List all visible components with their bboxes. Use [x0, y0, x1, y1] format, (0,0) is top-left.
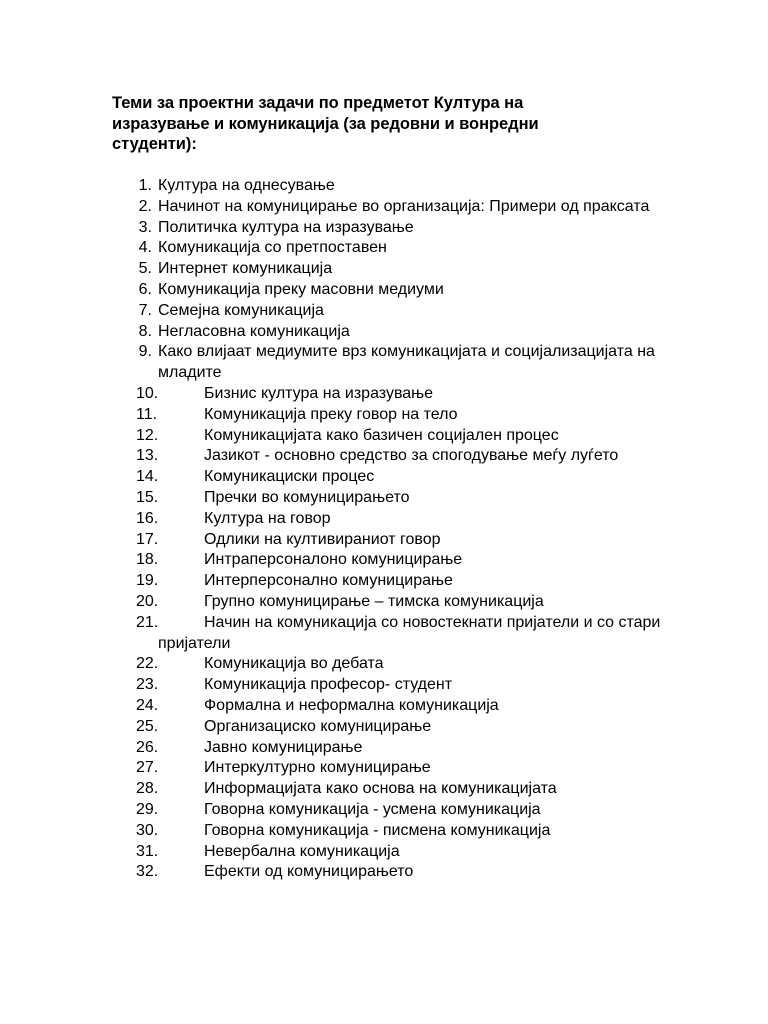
topic-item [0, 218, 668, 239]
topic-text: Политичка култура на изразување [158, 218, 414, 236]
topic-text: Комуникациски процес [204, 468, 375, 486]
topic-text: Семејна комуникација [158, 301, 324, 319]
topic-item [0, 197, 668, 218]
topic-text: Информацијата како основа на комуникацијата [204, 780, 557, 798]
topic-item [0, 405, 668, 426]
topic-text: Начинот на комуницирање во организација: Примери од праксата [158, 197, 650, 215]
topic-number: 16. [136, 509, 159, 527]
topic-number: 2. [138, 197, 152, 215]
topic-item [0, 675, 668, 696]
topic-number: 29. [136, 800, 159, 818]
topic-number: 11. [136, 405, 158, 423]
topic-number: 20. [136, 592, 159, 610]
topic-text: Комуникација преку говор на тело [204, 405, 458, 423]
topic-text: Како влијаат медиумите врз комуникацијата и социјализацијата на младите [158, 343, 655, 382]
topic-item [0, 821, 668, 842]
topic-item [0, 322, 668, 343]
topic-item [0, 696, 668, 717]
topic-item [0, 613, 668, 655]
topic-number: 14. [136, 468, 159, 486]
topic-item [0, 654, 668, 675]
topic-number: 15. [136, 488, 159, 506]
topic-number: 21. [136, 613, 159, 631]
topic-number: 27. [136, 759, 159, 777]
topic-number: 32. [136, 863, 159, 881]
topic-text: Комуникација преку масовни медиуми [158, 280, 444, 298]
topic-number: 1. [138, 177, 152, 194]
topic-item [0, 530, 668, 551]
topic-text: Негласовна комуникација [158, 322, 350, 340]
topic-item [0, 176, 668, 197]
topic-item [0, 738, 668, 759]
topic-item [0, 238, 668, 259]
topic-text: Комуникација во дебата [204, 655, 384, 673]
topic-number: 22. [136, 655, 159, 673]
topic-number: 18. [136, 551, 159, 569]
topic-number: 28. [136, 780, 159, 798]
topic-item [0, 592, 668, 613]
topic-text: Бизнис култура на изразување [204, 384, 434, 402]
topic-item [0, 384, 668, 405]
topic-item [0, 862, 668, 883]
topic-item [0, 758, 668, 779]
topic-item [0, 550, 668, 571]
topic-text: Формална и неформална комуникација [204, 696, 499, 714]
topic-item [0, 717, 668, 738]
topic-text: Говорна комуникација - усмена комуникација [204, 800, 541, 818]
topic-item [0, 571, 668, 592]
topic-number: 7. [138, 301, 152, 319]
topic-text: Комуникација професор- студент [204, 676, 453, 694]
topic-text: Интеркултурно комуницирање [204, 759, 431, 777]
topic-item [0, 509, 668, 530]
topic-text: Јавно комуницирање [204, 738, 363, 756]
topic-item [0, 342, 668, 384]
topic-text: Интерперсонално комуницирање [204, 572, 453, 590]
topic-number: 4. [138, 239, 152, 257]
topic-item [0, 426, 668, 447]
topic-text: Интернет комуникација [158, 260, 333, 278]
topic-number: 23. [136, 676, 159, 694]
topic-number: 5. [138, 260, 152, 278]
topic-item [0, 259, 668, 280]
topic-text: Начин на комуникација со новостекнати пријатели и со стари пријатели [158, 613, 661, 652]
topic-number: 9. [138, 343, 152, 361]
topic-text: Организациско комуницирање [204, 717, 432, 735]
topic-text: Јазикот - основно средство за спогодување меѓу луѓето [204, 447, 619, 465]
document-heading: Теми за проектни задачи по предметот Култура на изразување и комуникација (за редовни и вонредни студенти): [112, 94, 539, 153]
topic-text: Одлики на култивираниот говор [204, 530, 441, 548]
topic-number: 25. [136, 717, 159, 735]
topic-text: Комуникацијата како базичен социјален процес [204, 426, 559, 444]
topic-text: Групно комуницирање – тимска комуникација [204, 592, 544, 610]
topic-number: 10. [136, 384, 159, 402]
topic-number: 6. [138, 280, 152, 298]
topic-text: Комуникација со претпоставен [158, 239, 387, 257]
topic-item [0, 280, 668, 301]
topic-item [0, 779, 668, 800]
topic-item [0, 800, 668, 821]
topic-text: Невербална комуникација [204, 842, 400, 860]
topic-number: 31. [136, 842, 159, 860]
topic-number: 19. [136, 572, 159, 590]
topic-text: Говорна комуникација - писмена комуникација [204, 821, 551, 839]
topic-item [0, 467, 668, 488]
topic-text: Култура на однесување [158, 177, 335, 194]
topic-text: Ефекти од комуницирањето [204, 863, 414, 881]
topic-number: 26. [136, 738, 159, 756]
topic-number: 3. [138, 218, 152, 236]
topic-number: 17. [136, 530, 159, 548]
topic-text: Пречки во комуницирањето [204, 488, 410, 506]
topic-item [0, 446, 668, 467]
topic-number: 12. [136, 426, 159, 444]
topic-item [0, 842, 668, 863]
topic-number: 30. [136, 821, 159, 839]
topic-item [0, 301, 668, 322]
topic-item [0, 488, 668, 509]
topic-text: Култура на говор [204, 509, 331, 527]
topic-number: 8. [138, 322, 152, 340]
topic-number: 24. [136, 696, 159, 714]
topic-number: 13. [136, 447, 159, 465]
topic-list [0, 176, 768, 883]
topic-text: Интраперсоналоно комуницирање [204, 551, 463, 569]
